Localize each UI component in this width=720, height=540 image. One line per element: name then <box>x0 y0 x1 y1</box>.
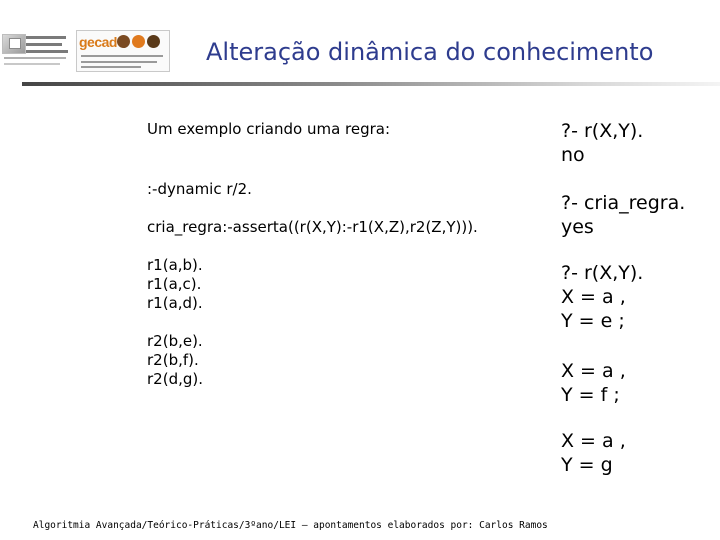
answer-line: Y = g <box>561 454 613 476</box>
answer-line: no <box>561 144 585 166</box>
r2-facts <box>147 332 203 389</box>
answer-line: yes <box>561 216 594 238</box>
r1-facts <box>147 256 203 313</box>
query-group <box>561 191 685 239</box>
answer-line: X = a , <box>561 430 626 452</box>
title-divider <box>22 82 720 86</box>
dynamic-declaration: :-dynamic r/2. <box>147 180 252 198</box>
answer-group <box>561 429 626 477</box>
r1-fact: r1(a,b). <box>147 256 203 274</box>
r2-fact: r2(b,e). <box>147 332 203 350</box>
query-group <box>561 261 643 333</box>
footer-credits: Algoritmia Avançada/Teórico-Práticas/3ºano/LEI – apontamentos elaborados por: Carlos Ramos <box>33 520 548 531</box>
institution-logo-mark <box>2 34 26 54</box>
gecad-logo-icon <box>76 30 170 72</box>
answer-line: Y = f ; <box>561 384 620 406</box>
query-line: ?- r(X,Y). <box>561 120 644 142</box>
query-line: ?- cria_regra. <box>561 192 686 214</box>
r2-fact: r2(d,g). <box>147 370 203 388</box>
r2-fact: r2(b,f). <box>147 351 199 369</box>
r1-fact: r1(a,c). <box>147 275 202 293</box>
gecad-logo-text: gecad <box>79 34 117 50</box>
answer-group <box>561 359 626 407</box>
page-title: Alteração dinâmica do conhecimento <box>206 38 654 66</box>
query-line: ?- r(X,Y). <box>561 262 644 284</box>
answer-line: Y = e ; <box>561 310 625 332</box>
header-logos <box>0 28 170 74</box>
intro-text: Um exemplo criando uma regra: <box>147 120 391 138</box>
r1-fact: r1(a,d). <box>147 294 203 312</box>
institution-logo-icon <box>2 30 70 70</box>
query-group <box>561 119 643 167</box>
answer-line: X = a , <box>561 360 626 382</box>
answer-line: X = a , <box>561 286 626 308</box>
cria-regra-clause: cria_regra:-asserta((r(X,Y):-r1(X,Z),r2(Z,Y))). <box>147 218 478 236</box>
